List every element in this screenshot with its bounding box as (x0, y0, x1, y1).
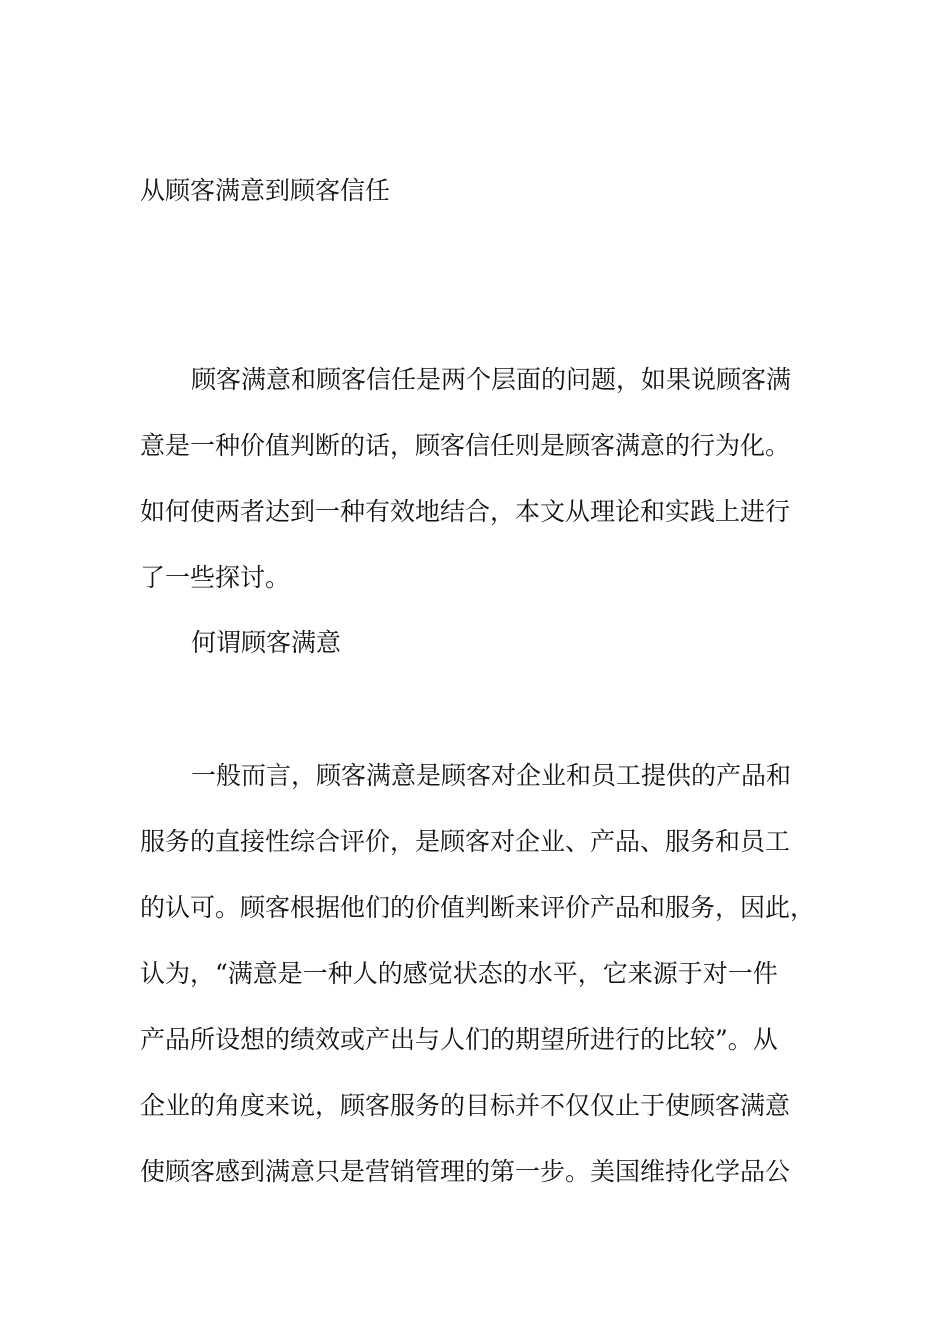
paragraph-2-line-7: 使顾客感到满意只是营销管理的第一步。美国维持化学品公 (140, 1157, 791, 1186)
paragraph-2-line-3: 的认可。顾客根据他们的价值判断来评价产品和服务，因此， (140, 893, 816, 922)
paragraph-1-line-3: 如何使两者达到一种有效地结合，本文从理论和实践上进行 (140, 497, 791, 526)
paragraph-1-line-2: 意是一种价值判断的话，顾客信任则是顾客满意的行为化。 (140, 431, 791, 460)
section-heading: 何谓顾客满意 (191, 628, 342, 657)
paragraph-1-line-4: 了一些探讨。 (140, 563, 291, 592)
paragraph-2-line-5: 产品所设想的绩效或产出与人们的期望所进行的比较”。从 (140, 1025, 778, 1054)
paragraph-2-line-6: 企业的角度来说，顾客服务的目标并不仅仅止于使顾客满意 (140, 1091, 791, 1120)
paragraph-1-line-1: 顾客满意和顾客信任是两个层面的问题，如果说顾客满 (191, 365, 792, 394)
document-title: 从顾客满意到顾客信任 (140, 176, 391, 205)
paragraph-2-line-2: 服务的直接性综合评价，是顾客对企业、产品、服务和员工 (140, 827, 791, 856)
paragraph-2-line-1: 一般而言，顾客满意是顾客对企业和员工提供的产品和 (191, 761, 792, 790)
paragraph-2-line-4: 认为，“满意是一种人的感觉状态的水平，它来源于对一件 (140, 959, 778, 988)
